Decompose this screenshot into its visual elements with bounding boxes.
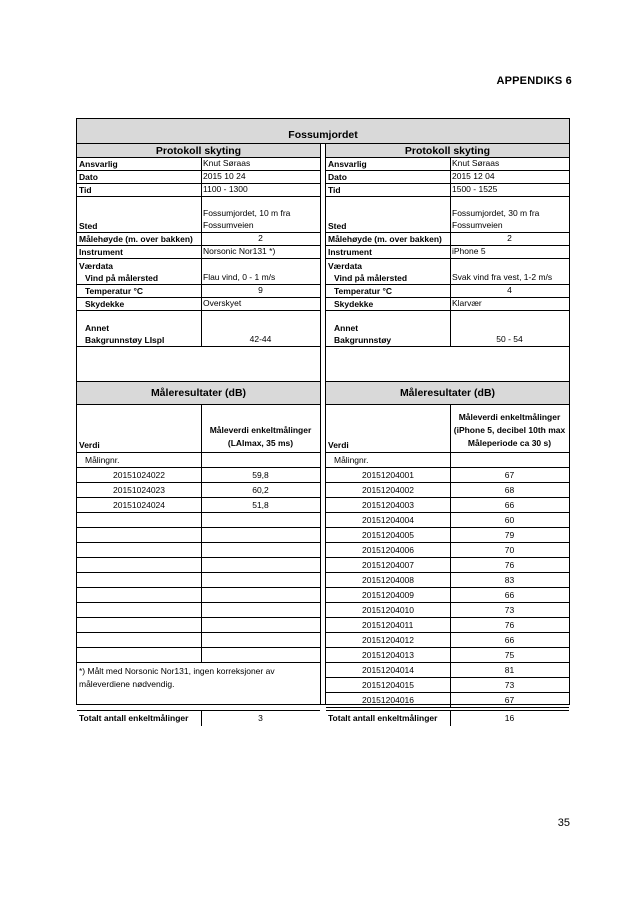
protocol-table: [76, 118, 570, 723]
measurement-id: 20151204012: [362, 635, 415, 645]
info-label: Annet: [85, 323, 110, 333]
results-column-header: [77, 404, 320, 453]
info-label: Bakgrunnstøy: [334, 335, 392, 345]
column-divider: [201, 197, 202, 232]
measurement-id: 20151204007: [362, 560, 415, 570]
column-divider: [450, 311, 451, 334]
info-value: 50 - 54: [496, 334, 523, 344]
measurement-id: 20151204001: [362, 470, 415, 480]
column-divider: [201, 543, 202, 557]
column-divider: [450, 259, 451, 272]
appendix-label: APPENDIKS 6: [496, 75, 572, 87]
measurement-label-row: [77, 453, 320, 468]
table-row: [326, 678, 569, 693]
table-row: [77, 498, 320, 513]
info-label: Ansvarlig: [79, 159, 118, 169]
column-divider: [450, 184, 451, 196]
total-row: [326, 710, 569, 726]
results-column-header: [326, 404, 569, 453]
column-divider: [201, 233, 202, 245]
measurement-label: Målingnr.: [334, 455, 369, 465]
measurement-label-row: [326, 453, 569, 468]
column-divider: [201, 272, 202, 284]
info-label: Vind på målersted: [334, 273, 408, 283]
column-divider: [450, 334, 451, 346]
info-label: Temperatur °C: [85, 286, 144, 296]
table-row: [326, 618, 569, 633]
info-value: Knut Søraas: [452, 158, 500, 168]
table-row: [77, 588, 320, 603]
info-value: 2: [507, 233, 512, 243]
column-divider: [201, 171, 202, 183]
measurement-id: 20151204016: [362, 695, 415, 705]
measurement-id: 20151204002: [362, 485, 415, 495]
total-value: 16: [504, 713, 515, 723]
column-divider: [201, 513, 202, 527]
column-divider: [201, 311, 202, 334]
column-divider: [201, 618, 202, 632]
footnote: *) Målt med Norsonic Nor131, ingen korreksjoner av måleverdiene nødvendig.: [79, 666, 275, 689]
column-divider: [450, 171, 451, 183]
column-divider: [201, 648, 202, 662]
column-divider: [201, 298, 202, 310]
info-row: [326, 311, 569, 334]
col-verdi: Verdi: [328, 440, 349, 450]
info-value: 42-44: [249, 334, 272, 344]
table-row: [77, 543, 320, 558]
total-row: [77, 710, 320, 726]
table-row: [77, 603, 320, 618]
info-label: Skydekke: [334, 299, 374, 309]
measurement-value: 70: [504, 545, 515, 555]
col-measure: Måleverdi enkeltmålinger (iPhone 5, decibel 10th max Måleperiode ca 30 s): [453, 412, 566, 448]
info-value: Fossumjordet, 30 m fra Fossumveien: [452, 208, 540, 230]
column-divider: [201, 285, 202, 297]
measurement-value: 75: [504, 650, 515, 660]
table-row: [77, 633, 320, 648]
info-label: Temperatur °C: [334, 286, 393, 296]
info-label: Tid: [328, 185, 341, 195]
column-divider: [450, 711, 451, 726]
table-row: [77, 528, 320, 543]
measurement-id: 20151204011: [362, 620, 414, 630]
info-value: 1500 - 1525: [452, 184, 498, 194]
results-header: Måleresultater (dB): [77, 381, 320, 405]
info-label: Instrument: [328, 247, 372, 257]
column-divider: [201, 259, 202, 272]
info-label: Vind på målersted: [85, 273, 159, 283]
info-label: Værdata: [79, 261, 114, 271]
column-divider: [201, 184, 202, 196]
measurement-value: 76: [504, 620, 515, 630]
info-value: 2: [258, 233, 263, 243]
column-divider: [450, 453, 451, 467]
table-row: [326, 513, 569, 528]
table-row: [326, 648, 569, 663]
measurement-value: 67: [504, 695, 515, 705]
measurement-value: 66: [504, 590, 515, 600]
measurement-id: 20151024023: [113, 485, 166, 495]
info-row: [326, 197, 569, 233]
info-value: 4: [507, 285, 512, 295]
info-row: [77, 184, 320, 197]
measurement-label: Målingnr.: [85, 455, 120, 465]
info-row: [77, 246, 320, 259]
measurement-value: 60,2: [252, 485, 269, 495]
info-row: [326, 246, 569, 259]
table-row: [326, 693, 569, 708]
table-row: [326, 588, 569, 603]
table-row: [77, 573, 320, 588]
measurement-id: 20151204009: [362, 590, 415, 600]
info-label: Annet: [334, 323, 359, 333]
protocol-header: Protokoll skyting: [326, 144, 569, 158]
info-label: Instrument: [79, 247, 123, 257]
info-label: Målehøyde (m. over bakken): [79, 234, 193, 244]
info-row: [77, 311, 320, 334]
table-row: [326, 528, 569, 543]
column-divider: [450, 298, 451, 310]
measurement-value: 73: [504, 605, 515, 615]
info-label: Skydekke: [85, 299, 125, 309]
table-row: [326, 498, 569, 513]
table-row: [326, 468, 569, 483]
measurement-value: 67: [504, 470, 515, 480]
measurement-value: 66: [504, 500, 515, 510]
measurement-value: 59,8: [252, 470, 269, 480]
total-value: 3: [258, 713, 263, 723]
total-label: Totalt antall enkeltmålinger: [328, 713, 438, 723]
measurement-id: 20151204010: [362, 605, 415, 615]
measurement-value: 76: [504, 560, 515, 570]
info-value: Flau vind, 0 - 1 m/s: [203, 272, 276, 282]
info-value: Norsonic Nor131 *): [203, 246, 276, 256]
info-label: Sted: [79, 221, 98, 231]
measurement-value: 83: [504, 575, 515, 585]
column-divider: [201, 603, 202, 617]
col-measure: Måleverdi enkeltmålinger (LAImax, 35 ms): [209, 425, 312, 448]
column-divider: [201, 573, 202, 587]
info-value: Knut Søraas: [203, 158, 251, 168]
info-value: 9: [258, 285, 263, 295]
info-row: [326, 334, 569, 347]
measurement-id: 20151204003: [362, 500, 415, 510]
column-divider: [450, 197, 451, 232]
table-row: [77, 648, 320, 663]
table-title-bar: [77, 119, 569, 144]
table-row: [77, 618, 320, 633]
table-row: [77, 558, 320, 573]
info-value: Overskyet: [203, 298, 242, 308]
table-row: [326, 603, 569, 618]
col-verdi: Verdi: [79, 440, 100, 450]
table-row: [326, 558, 569, 573]
column-divider: [201, 334, 202, 346]
info-label: Ansvarlig: [328, 159, 367, 169]
info-row: [77, 197, 320, 233]
table-title: Fossumjordet: [288, 129, 358, 141]
column-divider: [450, 246, 451, 258]
column-divider: [201, 246, 202, 258]
measurement-id: 20151204005: [362, 530, 415, 540]
page-number: 35: [557, 817, 570, 829]
info-label: Dato: [79, 172, 98, 182]
info-label: Bakgrunnstøy LIspl: [85, 335, 165, 345]
column-divider: [450, 233, 451, 245]
info-label: Værdata: [328, 261, 363, 271]
column-divider: [201, 711, 202, 726]
measurement-value: 79: [504, 530, 515, 540]
measurement-value: 73: [504, 680, 515, 690]
info-label: Tid: [79, 185, 92, 195]
table-row: [326, 573, 569, 588]
column-divider: [201, 158, 202, 170]
info-value: 1100 - 1300: [203, 184, 248, 194]
info-value: 2015 12 04: [452, 171, 495, 181]
measurement-id: 20151024022: [113, 470, 166, 480]
table-row: [326, 483, 569, 498]
info-row: [77, 334, 320, 347]
measurement-id: 20151204008: [362, 575, 415, 585]
measurement-id: 20151204015: [362, 680, 415, 690]
info-row: [77, 298, 320, 311]
info-value: 2015 10 24: [203, 171, 246, 181]
total-label: Totalt antall enkeltmålinger: [79, 713, 189, 723]
info-row: [326, 298, 569, 311]
table-row: [77, 483, 320, 498]
table-row: [77, 513, 320, 528]
info-value: Fossumjordet, 10 m fra Fossumveien: [203, 208, 291, 230]
column-divider: [201, 528, 202, 542]
info-label: Målehøyde (m. over bakken): [328, 234, 442, 244]
column-divider: [201, 633, 202, 647]
measurement-id: 20151024024: [113, 500, 166, 510]
table-row: [326, 633, 569, 648]
info-value: Svak vind fra vest, 1-2 m/s: [452, 272, 553, 282]
measurement-value: 66: [504, 635, 515, 645]
results-header: Måleresultater (dB): [326, 381, 569, 405]
column-divider: [450, 285, 451, 297]
info-value: Klarvær: [452, 298, 482, 308]
info-label: Sted: [328, 221, 347, 231]
info-row: [326, 184, 569, 197]
column-divider: [201, 588, 202, 602]
measurement-id: 20151204014: [362, 665, 415, 675]
measurement-id: 20151204013: [362, 650, 415, 660]
table-row: [326, 543, 569, 558]
table-row: [77, 468, 320, 483]
protocol-header: Protokoll skyting: [77, 144, 320, 158]
info-value: iPhone 5: [452, 246, 486, 256]
table-row: [326, 663, 569, 678]
measurement-id: 20151204006: [362, 545, 415, 555]
column-divider: [201, 558, 202, 572]
measurement-id: 20151204004: [362, 515, 415, 525]
column-divider: [201, 453, 202, 467]
measurement-value: 68: [504, 485, 515, 495]
column-divider: [450, 158, 451, 170]
column-divider: [450, 272, 451, 284]
info-label: Dato: [328, 172, 347, 182]
measurement-value: 60: [504, 515, 515, 525]
measurement-value: 51,8: [252, 500, 269, 510]
measurement-value: 81: [504, 665, 515, 675]
